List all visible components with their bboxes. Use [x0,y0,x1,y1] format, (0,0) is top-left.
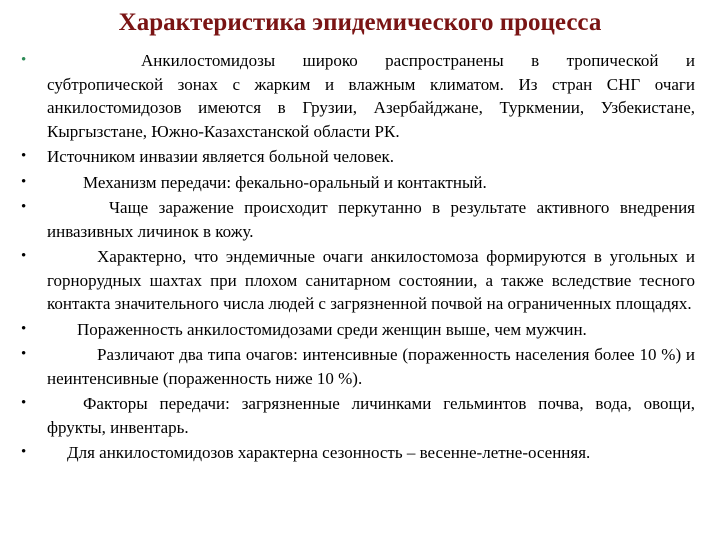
bullet-text: Различают два типа очагов: интенсивные (пораженность населения более 10 %) и неинтенсивные (пораженность ниже 10 %). [47,345,695,388]
bullet-text: Источником инвазии является больной человек. [47,147,395,166]
bullet-text: Для анкилостомидозов характерна сезонность – весенне-летне-осенняя. [67,443,591,462]
bullet-item [21,49,695,143]
bullet-icon: • [21,444,27,460]
bullet-icon: • [21,173,27,190]
bullet-item [21,245,695,316]
bullet-text: Характерно, что эндемичные очаги анкилостомоза формируются в угольных и горнорудных шахтах при плохом санитарном состоянии, а также вследствие тесного контакта значительного числа людей с загрязненной почвой на ограниченных площадях. [47,247,695,313]
bullet-item [21,196,695,243]
bullet-icon: • [21,320,27,337]
bullet-icon: • [21,199,27,215]
bullet-list [21,49,695,467]
bullet-icon: • [21,248,27,264]
bullet-icon: • [21,148,27,164]
bullet-text: Механизм передачи: фекально-оральный и контактный. [83,172,487,192]
bullet-item [21,171,695,195]
bullet-icon: • [21,346,27,362]
bullet-item [21,318,695,342]
bullet-icon: • [21,395,27,411]
bullet-text: Анкилостомидозы широко распространены в тропической и субтропической зонах с жарким и влажным климатом. Из стран СНГ очаги анкилостомидозов имеются в Грузии, Азербайджане, Туркмении, Узбекистане, Кыргызстане, Южно-Казахстанской области РК. [47,51,695,141]
bullet-text: Факторы передачи: загрязненные личинками гельминтов почва, вода, овощи, фрукты, инвентарь. [47,394,695,437]
bullet-icon: • [21,52,27,68]
bullet-text: Пораженность анкилостомидозами среди женщин выше, чем мужчин. [77,319,587,339]
bullet-item [21,441,695,465]
bullet-text: Чаще заражение происходит перкутанно в результате активного внедрения инвазивных личинок в кожу. [47,198,695,241]
bullet-item [21,343,695,390]
slide-title: Характеристика эпидемического процесса [118,9,602,36]
bullet-item [21,392,695,439]
bullet-item [21,145,695,169]
